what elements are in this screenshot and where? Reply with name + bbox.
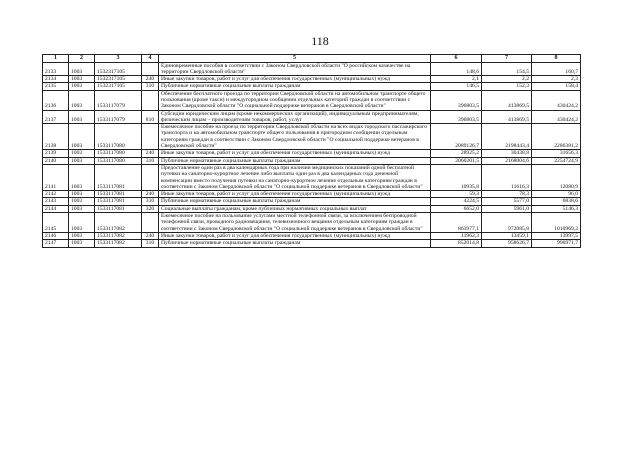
amount-year2-cell: 413869,5: [482, 90, 532, 110]
target-article-cell: 1532317105: [95, 62, 142, 76]
header-cell-5: 5: [159, 55, 431, 63]
header-cell-8: 8: [532, 55, 581, 63]
amount-year3-cell: 160,7: [532, 62, 581, 76]
amount-year3-cell: 1010969,2: [532, 213, 581, 233]
section-code-cell: 1003: [69, 164, 95, 190]
target-article-cell: 1533117081: [95, 198, 142, 205]
expense-type-cell: 310: [142, 240, 159, 247]
target-article-cell: 1533117080: [95, 157, 142, 164]
header-cell-7: 7: [482, 55, 532, 63]
amount-year2-cell: 13459,1: [482, 232, 532, 239]
target-article-cell: 1533117081: [95, 164, 142, 190]
amount-year3-cell: 158,4: [532, 83, 581, 90]
header-row: [43, 55, 581, 63]
table-body: [43, 62, 581, 247]
description-cell: Социальные выплаты гражданам, кроме публичных нормативных социальных выплат: [159, 205, 431, 212]
table-row: [43, 198, 581, 205]
budget-table: [42, 54, 581, 248]
description-cell: Публичные нормативные социальные выплаты гражданам: [159, 240, 431, 247]
amount-year3-cell: 12080,9: [532, 164, 581, 190]
target-article-cell: 1533117080: [95, 124, 142, 150]
target-article-cell: 1533117082: [95, 240, 142, 247]
table-row: [43, 110, 581, 124]
row-number-cell: 2145: [43, 213, 69, 233]
row-number-cell: 2142: [43, 191, 69, 198]
header-cell-4: 4: [142, 55, 159, 63]
target-article-cell: 1533117082: [95, 213, 142, 233]
expense-type-cell: 240: [142, 76, 159, 83]
section-code-cell: 1003: [69, 205, 95, 212]
description-cell: Ежемесячное пособие на проезд по территории Свердловской области на всех видах городского пассажирского транспорта и на автомобильном транспорте общего пользования в пригородном сообщении отдельным категориям граждан в соответствии с Законом Свердловской области "О социальной поддержке ветеранов в Свердловской области": [159, 124, 431, 150]
description-cell: Обеспечение бесплатного проезда по территории Свердловской области на автомобильном транспорте общего пользования (кроме такси) и междугородном сообщении отдельных категорий граждан в соответствии с Законом Свердловской области "О социальной поддержке ветеранов в Свердловской области": [159, 90, 431, 110]
description-cell: Единовременные пособия в соответствии с Законом Свердловской области "О российском казачестве на территории Свердловской области": [159, 62, 431, 76]
expense-type-cell: [142, 62, 159, 76]
table-row: [43, 213, 581, 233]
section-code-cell: 1003: [69, 213, 95, 233]
table-row: [43, 232, 581, 239]
header-cell-6: 6: [431, 55, 482, 63]
expense-type-cell: 310: [142, 198, 159, 205]
amount-year2-cell: 2,2: [482, 76, 532, 83]
target-article-cell: 1533117079: [95, 90, 142, 110]
section-code-cell: 1003: [69, 191, 95, 198]
target-article-cell: 1533117081: [95, 205, 142, 212]
amount-year1-cell: 6652,0: [431, 205, 482, 212]
target-article-cell: 1533117081: [95, 191, 142, 198]
description-cell: Публичные нормативные социальные выплаты гражданам: [159, 157, 431, 164]
amount-year1-cell: 10935,8: [431, 164, 482, 190]
description-cell: Публичные нормативные социальные выплаты гражданам: [159, 198, 431, 205]
amount-year2-cell: 5961,0: [482, 205, 532, 212]
amount-year2-cell: 78,3: [482, 191, 532, 198]
amount-year3-cell: 996971,7: [532, 240, 581, 247]
expense-type-cell: 310: [142, 157, 159, 164]
amount-year3-cell: 96,0: [532, 191, 581, 198]
expense-type-cell: 240: [142, 150, 159, 157]
amount-year3-cell: 13997,5: [532, 232, 581, 239]
row-number-cell: 2135: [43, 83, 69, 90]
section-code-cell: 1003: [69, 198, 95, 205]
amount-year2-cell: 5577,0: [482, 198, 532, 205]
page-number: 118: [311, 34, 329, 48]
amount-year3-cell: 2286381,2: [532, 124, 581, 150]
description-cell: Иные закупки товаров, работ и услуг для обеспечения государственных (муниципальных) нужд: [159, 150, 431, 157]
expense-type-cell: [142, 90, 159, 110]
section-code-cell: 1003: [69, 150, 95, 157]
expense-type-cell: 310: [142, 83, 159, 90]
section-code-cell: 1003: [69, 157, 95, 164]
row-number-cell: 2143: [43, 198, 69, 205]
row-number-cell: 2137: [43, 110, 69, 124]
amount-year1-cell: 852014,8: [431, 240, 482, 247]
row-number-cell: 2134: [43, 76, 69, 83]
expense-type-cell: 240: [142, 232, 159, 239]
table-row: [43, 83, 581, 90]
target-article-cell: 1533117079: [95, 110, 142, 124]
amount-year1-cell: 4224,5: [431, 198, 482, 205]
table-row: [43, 76, 581, 83]
amount-year3-cell: 5146,3: [532, 205, 581, 212]
amount-year3-cell: 31656,3: [532, 150, 581, 157]
amount-year2-cell: 152,3: [482, 83, 532, 90]
description-cell: Публичные нормативные социальные выплаты гражданам: [159, 83, 431, 90]
expense-type-cell: [142, 213, 159, 233]
amount-year3-cell: 430424,2: [532, 90, 581, 110]
amount-year1-cell: 2,1: [431, 76, 482, 83]
amount-year1-cell: 28925,2: [431, 150, 482, 157]
description-cell: Предоставление один раз в два календарных года при наличии медицинских показаний одной бесплатной путевки на санаторно-курортное лечение либо выплаты один раз в два календарных года денежной компенсации вместо получения путевки на санаторно-курортное лечение отдельным категориям граждан в соответствии с Законом Свердловской области "О социальной поддержке ветеранов в Свердловской области": [159, 164, 431, 190]
section-code-cell: 1003: [69, 124, 95, 150]
description-cell: Иные закупки товаров, работ и услуг для обеспечения государственных (муниципальных) нужд: [159, 191, 431, 198]
amount-year1-cell: 11962,3: [431, 232, 482, 239]
table-row: [43, 205, 581, 212]
table-row: [43, 157, 581, 164]
amount-year1-cell: 148,6: [431, 62, 482, 76]
amount-year1-cell: 2060201,5: [431, 157, 482, 164]
row-number-cell: 2140: [43, 157, 69, 164]
row-number-cell: 2141: [43, 164, 69, 190]
amount-year1-cell: 396803,5: [431, 90, 482, 110]
amount-year2-cell: 958626,7: [482, 240, 532, 247]
amount-year2-cell: 154,5: [482, 62, 532, 76]
header-cell-2: 2: [69, 55, 95, 63]
target-article-cell: 1533117080: [95, 150, 142, 157]
expense-type-cell: 320: [142, 205, 159, 212]
amount-year2-cell: 2168004,6: [482, 157, 532, 164]
row-number-cell: 2146: [43, 232, 69, 239]
expense-type-cell: 240: [142, 191, 159, 198]
header-cell-1: 1: [43, 55, 69, 63]
amount-year3-cell: 6838,6: [532, 198, 581, 205]
section-code-cell: 1003: [69, 110, 95, 124]
amount-year1-cell: 863977,1: [431, 213, 482, 233]
description-cell: Иные закупки товаров, работ и услуг для обеспечения государственных (муниципальных) нужд: [159, 232, 431, 239]
table-row: [43, 90, 581, 110]
expense-type-cell: [142, 124, 159, 150]
description-cell: Субсидии юридическим лицам (кроме некоммерческих организаций), индивидуальным предпринимателям, физическим лицам – производителям товаров, работ, услуг: [159, 110, 431, 124]
amount-year2-cell: 413869,5: [482, 110, 532, 124]
target-article-cell: 1533117082: [95, 232, 142, 239]
row-number-cell: 2138: [43, 124, 69, 150]
row-number-cell: 2136: [43, 90, 69, 110]
amount-year2-cell: 2198443,4: [482, 124, 532, 150]
description-cell: Иные закупки товаров, работ и услуг для обеспечения государственных (муниципальных) нужд: [159, 76, 431, 83]
amount-year1-cell: 146,5: [431, 83, 482, 90]
amount-year2-cell: 972085,8: [482, 213, 532, 233]
section-code-cell: 1003: [69, 62, 95, 76]
amount-year1-cell: 396803,5: [431, 110, 482, 124]
row-number-cell: 2139: [43, 150, 69, 157]
header-cell-3: 3: [95, 55, 142, 63]
section-code-cell: 1003: [69, 90, 95, 110]
amount-year3-cell: 2,3: [532, 76, 581, 83]
expense-type-cell: 810: [142, 110, 159, 124]
amount-year1-cell: 2089126,7: [431, 124, 482, 150]
section-code-cell: 1003: [69, 240, 95, 247]
description-cell: Ежемесячное пособие на пользование услугами местной телефонной связи, за исключением беспроводной телефонной связи, проводного радиовещания, телевизионного вещания отдельным категориям граждан в соответствии с Законом Свердловской области "О социальной поддержке ветеранов в Свердловской области": [159, 213, 431, 233]
table-row: [43, 124, 581, 150]
table-row: [43, 191, 581, 198]
row-number-cell: 2147: [43, 240, 69, 247]
table-row: [43, 150, 581, 157]
table-row: [43, 240, 581, 247]
amount-year3-cell: 430424,2: [532, 110, 581, 124]
table-row: [43, 164, 581, 190]
section-code-cell: 1003: [69, 232, 95, 239]
row-number-cell: 2144: [43, 205, 69, 212]
target-article-cell: 1532317105: [95, 83, 142, 90]
target-article-cell: 1532317105: [95, 76, 142, 83]
row-number-cell: 2133: [43, 62, 69, 76]
amount-year3-cell: 2254724,9: [532, 157, 581, 164]
table-row: [43, 62, 581, 76]
section-code-cell: 1003: [69, 76, 95, 83]
amount-year2-cell: 11616,3: [482, 164, 532, 190]
expense-type-cell: [142, 164, 159, 190]
section-code-cell: 1003: [69, 83, 95, 90]
amount-year1-cell: 59,3: [431, 191, 482, 198]
amount-year2-cell: 30438,8: [482, 150, 532, 157]
